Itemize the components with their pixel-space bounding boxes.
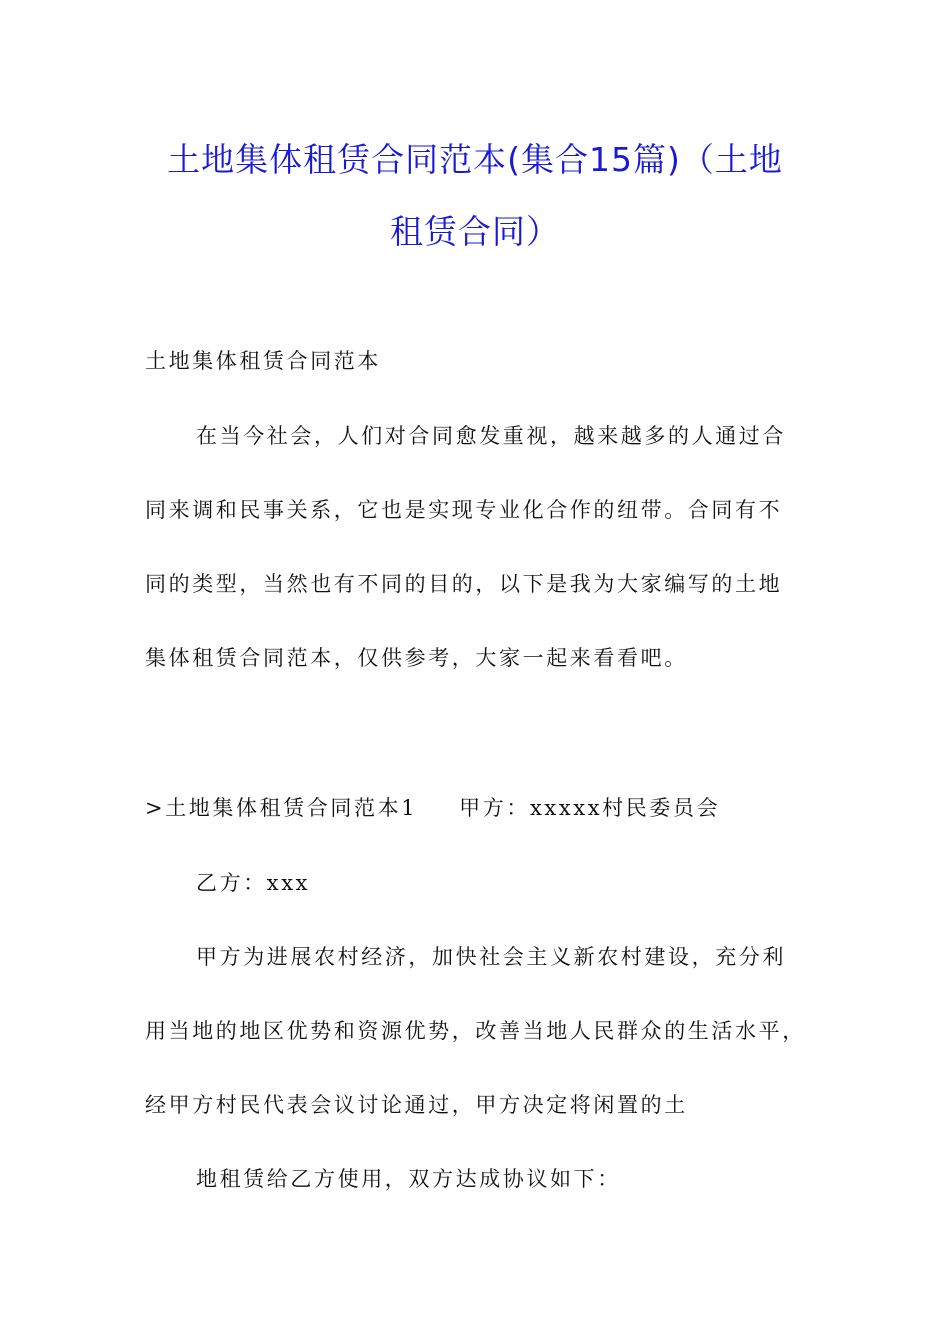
document-title-line-1: 土地集体租赁合同范本(集合15篇)（土地 [167,140,783,179]
intro-line-1: 在当今社会，人们对合同愈发重视，越来越多的人通过合 [196,424,786,448]
body-line-2: 用当地的地区优势和资源优势，改善当地人民群众的生活水平， [145,1019,806,1043]
intro-line-3: 同的类型，当然也有不同的目的，以下是我为大家编写的土地 [145,572,783,596]
section-heading: 土地集体租赁合同范本 [145,349,381,373]
party-b: 乙方：xxx [196,871,311,895]
body-line-4: 地租赁给乙方使用，双方达成协议如下： [196,1167,621,1191]
intro-line-2: 同来调和民事关系，它也是实现专业化合作的纽带。合同有不 [145,498,783,522]
contract-1-link[interactable]: >土地集体租赁合同范本1 [145,796,418,820]
body-line-3: 经甲方村民代表会议讨论通过，甲方决定将闲置的土 [145,1093,688,1117]
body-line-1: 甲方为进展农村经济，加快社会主义新农村建设，充分利 [196,945,786,969]
intro-line-4: 集体租赁合同范本，仅供参考，大家一起来看看吧。 [145,646,688,670]
contract-1-heading-row [145,793,720,823]
party-a: 甲方：xxxxx村民委员会 [459,796,721,820]
document-title-line-2: 租赁合同） [390,212,560,251]
